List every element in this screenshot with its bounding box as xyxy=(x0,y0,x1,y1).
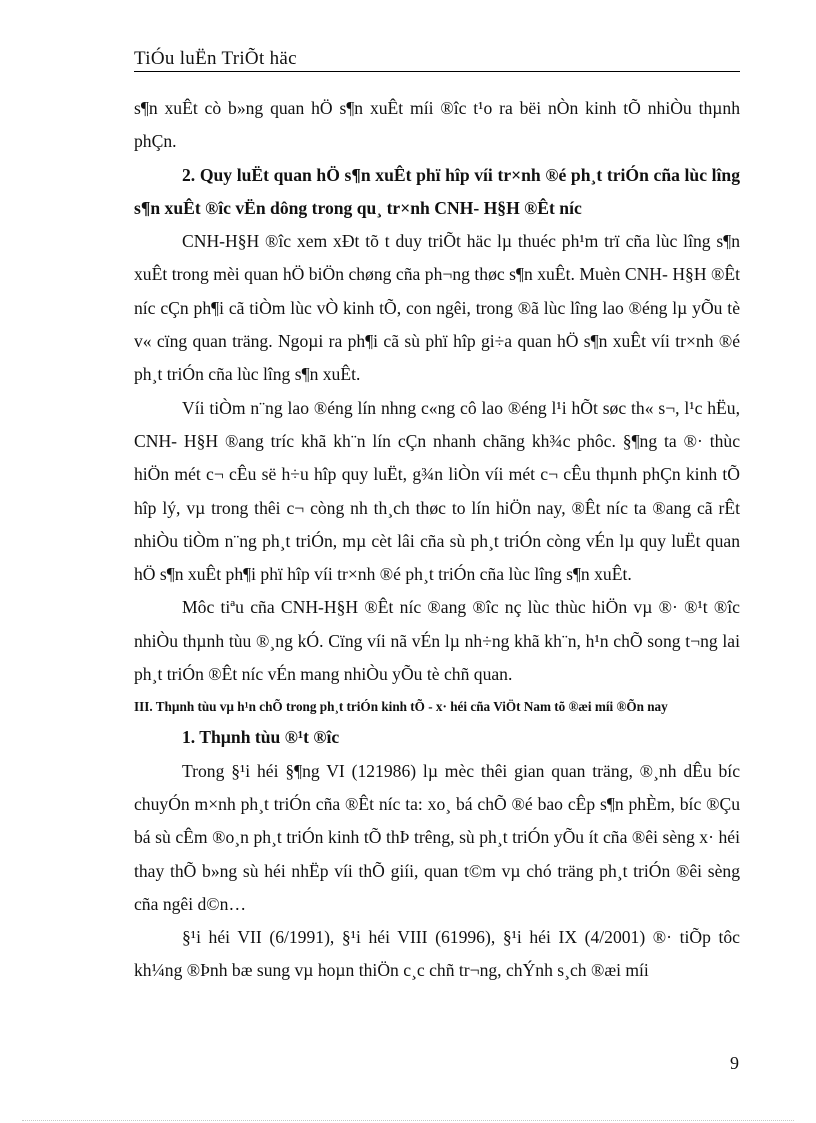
paragraph: s¶n xuÊt cò b»ng quan hÖ s¶n xuÊt míi ®îc t¹o ra bëi nÒn kinh tÕ nhiÒu thµnh phÇn. xyxy=(134,98,740,152)
page-number: 9 xyxy=(730,1053,739,1073)
paragraph: Trong §¹i héi §¶ng VI (121986) lµ mèc thêi gian quan träng, ®¸nh dÊu bíc chuyÓn m×nh ph¸t triÓn cña ®Êt níc ta: xo¸ bá chÕ ®é bao cÊp s¶n phÈm, bíc ®Çu bá sù cÊm ®o¸n ph¸t triÓn kinh tÕ thÞ trêng, sù ph¸t triÓn yÕu ít cña ®êi sèng x· héi thay thÕ b»ng sù héi nhËp víi thÕ giíi, quan t©m vµ chó träng ph¸t triÓn ®êi sèng cña ngêi d©n… xyxy=(134,760,740,914)
footer-dotted-line xyxy=(22,1120,794,1121)
header-rule xyxy=(134,71,740,72)
chapter-heading: III. Thµnh tùu vµ h¹n chÕ trong ph¸t triÓn kinh tÕ - x· héi cña ViÖt Nam tõ ®æi míi ®Õn nay xyxy=(134,699,668,715)
paragraph: Môc tiªu cña CNH-H§H ®Êt níc ®ang ®îc nç lùc thùc hiÖn vµ ®· ®¹t ®îc nhiÒu thµnh tùu ®¸ng kÓ. Cïng víi nã vÉn lµ nh÷ng khã kh¨n, h¹n chÕ song t¬ng lai ph¸t triÓn ®Êt níc vÉn mang nhiÒu yÕu tè chñ quan. xyxy=(134,597,740,685)
paragraph: CNH-H§H ®îc xem xÐt tõ t duy triÕt häc lµ thuéc ph¹m trï cña lùc lîng s¶n xuÊt trong mèi quan hÖ biÖn chøng cña ph¬ng thøc s¶n xuÊt. Muèn CNH- H§H ®Êt níc cÇn ph¶i cã tiÒm lùc vÒ kinh tÕ, con ngêi, trong ®ã lùc lîng lao ®éng lµ yÕu tè v« cïng quan träng. Ngoµi ra ph¶i cã sù phï hîp gi÷a quan hÖ s¶n xuÊt víi tr×nh ®é ph¸t triÓn cña lùc lîng s¶n xuÊt. xyxy=(134,231,740,385)
running-header: TiÓu luËn TriÕt häc xyxy=(134,48,297,69)
subsection-heading: 1. Thµnh tùu ®¹t ®îc xyxy=(182,727,340,748)
paragraph: §¹i héi VII (6/1991), §¹i héi VIII (61996), §¹i héi IX (4/2001) ®· tiÕp tôc kh¼ng ®Þnh bæ sung vµ hoµn thiÖn c¸c chñ tr¬ng, chÝnh s¸ch ®æi míi xyxy=(134,927,740,981)
section-heading: 2. Quy luËt quan hÖ s¶n xuÊt phï hîp víi tr×nh ®é ph¸t triÓn cña lùc lîng s¶n xuÊt ®îc vËn dông trong qu¸ tr×nh CNH- H§H ®Êt níc xyxy=(134,164,740,218)
paragraph: Víi tiÒm n¨ng lao ®éng lín nhng c«ng cô lao ®éng l¹i hÕt søc th« s¬, l¹c hËu, CNH- H§H ®ang tríc khã kh¨n lín cÇn nhanh chãng kh¾c phôc. §¶ng ta ®· thùc hiÖn mét c¬ cÊu së h÷u hîp quy luËt, g¾n liÒn víi mét c¬ cÊu thµnh phÇn kinh tÕ hîp lý, vµ trong thêi c¬ còng nh th¸ch thøc to lín hiÖn nay, ®Êt níc ta ®ang cã rÊt nhiÒu tiÒm n¨ng ph¸t triÓn, mµ cèt lâi cña sù ph¸t triÓn còng vÉn lµ quy luËt quan hÖ s¶n xuÊt ph¶i phï hîp víi tr×nh ®é ph¸t triÓn cña lùc lîng s¶n xuÊt. xyxy=(134,397,740,585)
document-body xyxy=(134,92,740,988)
